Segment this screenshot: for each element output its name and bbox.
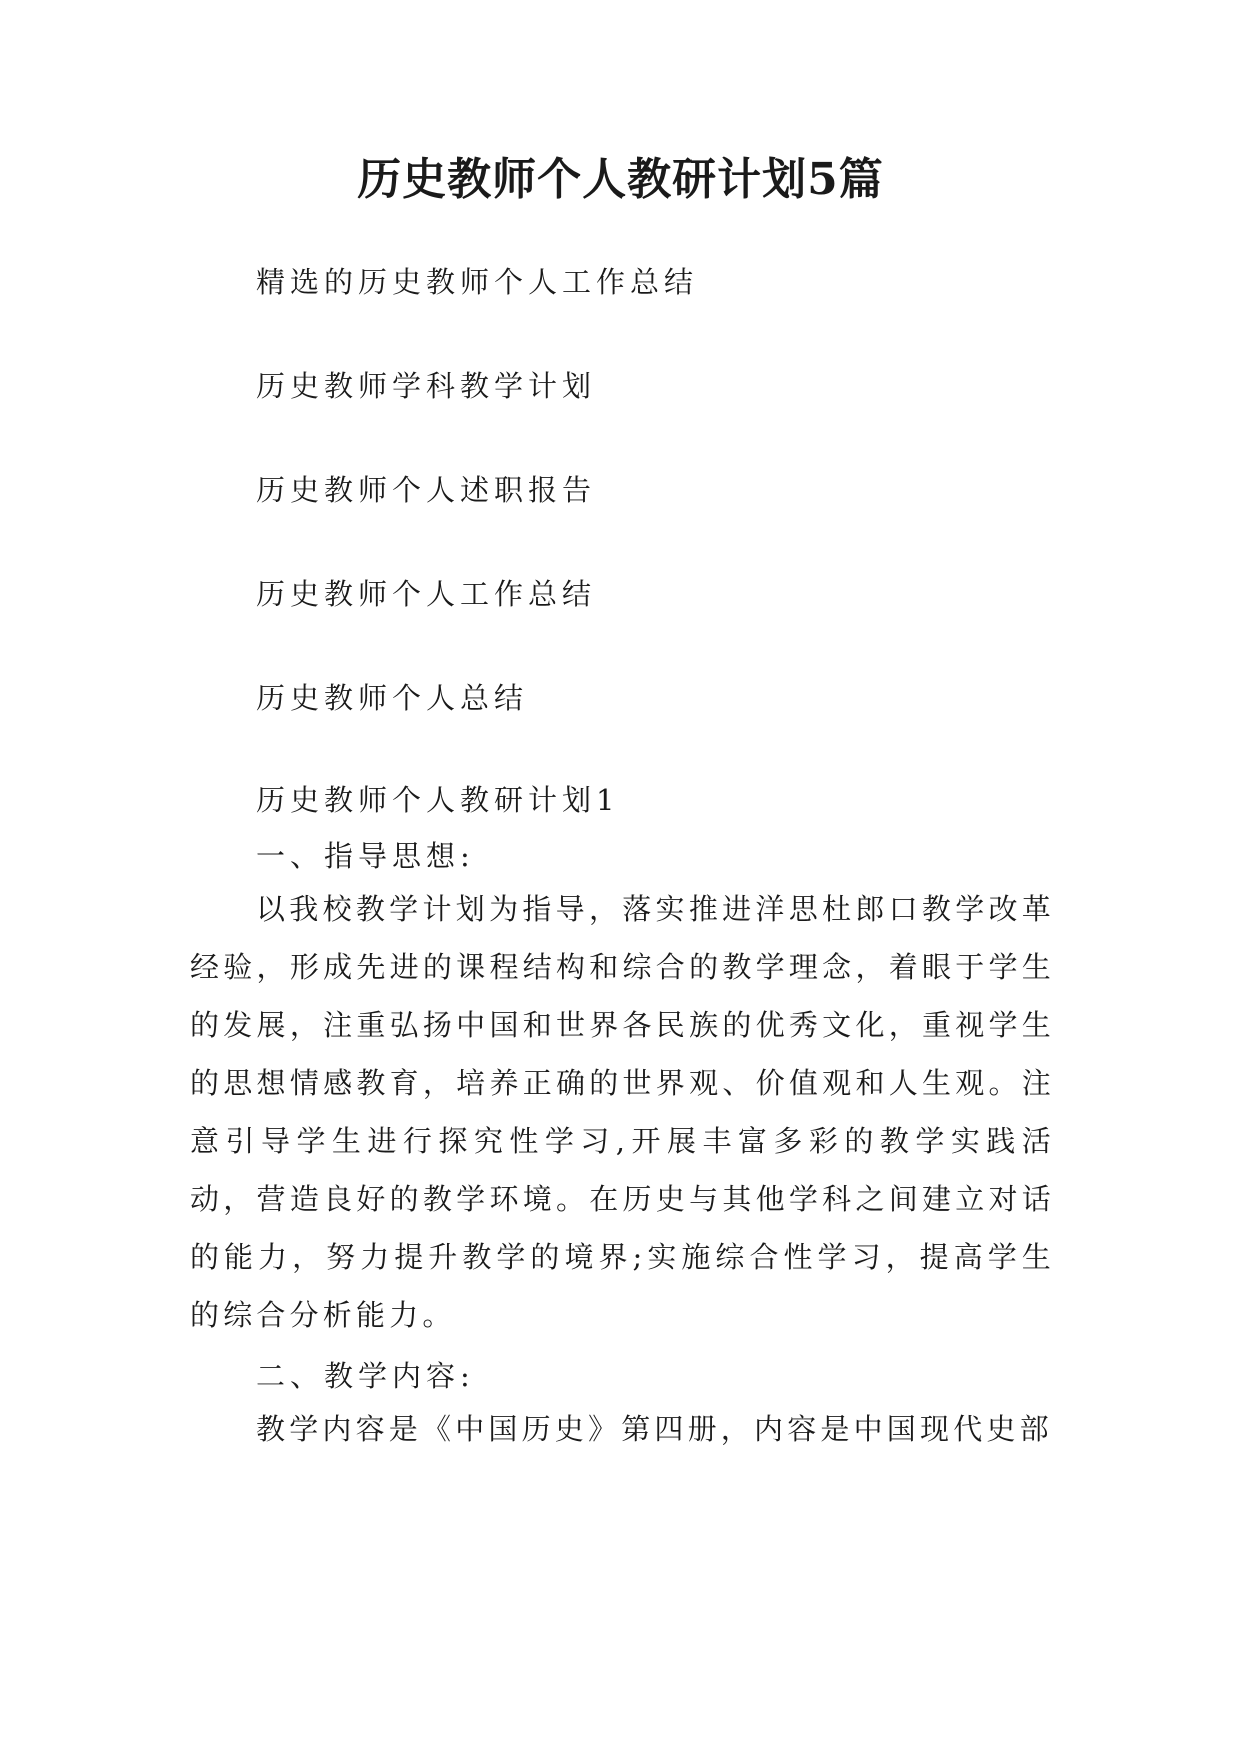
section-heading: 历史教师个人教研计划1: [256, 783, 620, 817]
toc-item: 精选的历史教师个人工作总结: [256, 265, 699, 299]
part1-heading: 一、指导思想:: [256, 839, 475, 873]
part2-heading: 二、教学内容:: [256, 1359, 475, 1393]
document-title: 历史教师个人教研计划5篇: [357, 154, 884, 205]
part2-paragraph: 教学内容是《中国历史》第四册，内容是中国现代史部: [256, 1412, 1053, 1446]
toc-item: 历史教师个人总结: [256, 681, 529, 715]
toc-item: 历史教师个人述职报告: [256, 473, 597, 507]
toc-item: 历史教师学科教学计划: [256, 369, 597, 403]
toc-item: 历史教师个人工作总结: [256, 577, 597, 611]
part1-paragraph: 以我校教学计划为指导，落实推进洋思杜郎口教学改革经验，形成先进的课程结构和综合的教学理念，着眼于学生的发展，注重弘扬中国和世界各民族的优秀文化，重视学生的思想情感教育，培养正确的世界观、价值观和人生观。注意引导学生进行探究性学习,开展丰富多彩的教学实践活动，营造良好的教学环境。在历史与其他学科之间建立对话的能力，努力提升教学的境界;实施综合性学习，提高学生的综合分析能力。: [190, 892, 1055, 1332]
